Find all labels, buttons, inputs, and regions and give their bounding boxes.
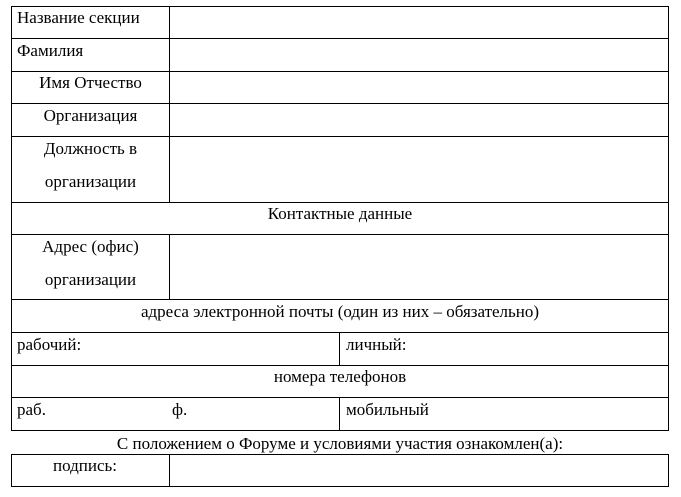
signature-label: подпись: xyxy=(53,456,117,475)
agreement-text: С положением о Форуме и условиями участия ознакомлен(а): xyxy=(116,434,564,453)
organization-label: Организация xyxy=(43,106,138,125)
phone-fax-label: ф. xyxy=(172,400,188,419)
grid-line xyxy=(11,202,669,203)
grid-line xyxy=(339,397,340,431)
address-field[interactable] xyxy=(170,235,668,299)
grid-line xyxy=(11,486,669,487)
section-name-field[interactable] xyxy=(170,7,668,38)
phones-header: номера телефонов xyxy=(273,367,407,386)
grid-line xyxy=(11,365,669,366)
grid-line xyxy=(11,430,669,431)
email-work-field[interactable] xyxy=(100,333,339,365)
grid-line xyxy=(668,6,669,431)
surname-label: Фамилия xyxy=(17,41,84,60)
address-label-line1: Адрес (офис) xyxy=(42,237,139,256)
contact-data-header: Контактные данные xyxy=(267,204,413,223)
position-label-line1: Должность в xyxy=(43,139,138,158)
position-field[interactable] xyxy=(170,137,668,202)
phone-work-label: раб. xyxy=(17,400,46,419)
email-personal-field[interactable] xyxy=(420,333,668,365)
email-personal-label: личный: xyxy=(346,335,407,354)
grid-line xyxy=(11,299,669,300)
position-label-line2: организации xyxy=(44,172,137,191)
section-name-label: Название секции xyxy=(17,8,140,27)
phone-work-field[interactable] xyxy=(60,398,168,430)
phone-mobile-label: мобильный xyxy=(346,400,429,419)
surname-field[interactable] xyxy=(170,39,668,71)
phone-fax-field[interactable] xyxy=(190,398,339,430)
phone-mobile-field[interactable] xyxy=(445,398,668,430)
grid-line xyxy=(339,332,340,366)
grid-line xyxy=(668,454,669,487)
email-work-label: рабочий: xyxy=(17,335,82,354)
organization-field[interactable] xyxy=(170,104,668,136)
name-patronymic-field[interactable] xyxy=(170,72,668,103)
email-header: адреса электронной почты (один из них – обязательно) xyxy=(140,302,540,321)
name-patronymic-label: Имя Отчество xyxy=(39,73,142,92)
address-label-line2: организации xyxy=(44,270,137,289)
grid-line xyxy=(11,454,12,487)
signature-field[interactable] xyxy=(170,455,668,486)
